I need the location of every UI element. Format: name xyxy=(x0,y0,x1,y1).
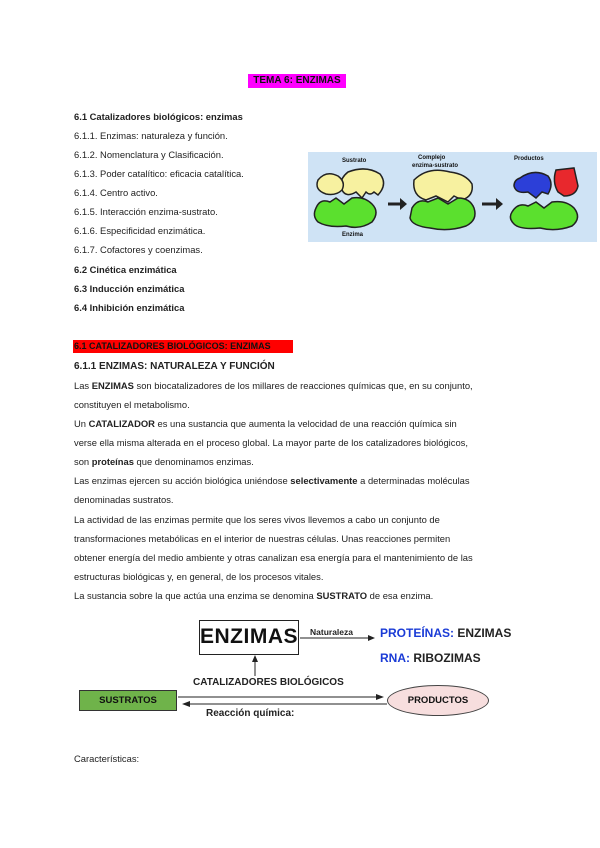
toc-item: 6.1.3. Poder catalítico: eficacia catalítica. xyxy=(74,168,244,179)
section-heading: 6.1 CATALIZADORES BIOLÓGICOS: ENZIMAS xyxy=(73,340,293,353)
toc-item: 6.1.7. Cofactores y coenzimas. xyxy=(74,244,203,255)
paragraph-line: Las ENZIMAS son biocatalizadores de los millares de reacciones químicas que, en su conjunto, xyxy=(74,380,473,391)
label-enzima: Enzima xyxy=(342,232,364,238)
sustratos-box: SUSTRATOS xyxy=(79,690,177,711)
paragraph-line: La sustancia sobre la que actúa una enzima se denomina SUSTRATO de esa enzima. xyxy=(74,590,434,601)
toc-section-6-2: 6.2 Cinética enzimática xyxy=(74,264,177,275)
toc-section-6-1: 6.1 Catalizadores biológicos: enzimas xyxy=(74,111,243,122)
paragraph-line: transformaciones metabólicas en el interior de nuestras células. Unas reacciones permiten xyxy=(74,533,451,544)
paragraph-line: verse ella misma alterada en el proceso global. La mayor parte de los catalizadores biológicos, xyxy=(74,437,468,448)
toc-item: 6.1.2. Nomenclatura y Clasificación. xyxy=(74,149,224,160)
paragraph-line: Las enzimas ejercen su acción biológica uniéndose selectivamente a determinadas moléculas xyxy=(74,475,470,486)
toc-section-6-3: 6.3 Inducción enzimática xyxy=(74,283,185,294)
label-productos: Productos xyxy=(514,156,544,162)
paragraph-line: son proteínas que denominamos enzimas. xyxy=(74,456,254,467)
label-sustrato: Sustrato xyxy=(342,158,367,164)
caracteristicas-label: Características: xyxy=(74,753,140,764)
reaccion-label: Reacción química: xyxy=(206,708,295,719)
toc-section-6-4: 6.4 Inhibición enzimática xyxy=(74,302,185,313)
paragraph-line: La actividad de las enzimas permite que los seres vivos llevemos a cabo un conjunto de xyxy=(74,514,440,525)
enzimas-box: ENZIMAS xyxy=(199,620,299,655)
paragraph-line: Un CATALIZADOR es una sustancia que aumenta la velocidad de una reacción química sin xyxy=(74,418,457,429)
toc-item: 6.1.1. Enzimas: naturaleza y función. xyxy=(74,130,228,141)
subheading: 6.1.1 ENZIMAS: NATURALEZA Y FUNCIÓN xyxy=(74,361,275,372)
label-complejo-2: enzima-sustrato xyxy=(412,163,459,169)
catalizadores-label: CATALIZADORES BIOLÓGICOS xyxy=(193,677,344,688)
productos-ellipse: PRODUCTOS xyxy=(387,685,489,716)
paragraph-line: denominadas sustratos. xyxy=(74,494,174,505)
toc-item: 6.1.4. Centro activo. xyxy=(74,187,158,198)
proteinas-line: PROTEÍNAS: ENZIMAS xyxy=(380,626,512,640)
paragraph-line: estructuras biológicas y, en general, de los procesos vitales. xyxy=(74,571,324,582)
rna-line: RNA: RIBOZIMAS xyxy=(380,651,481,665)
toc-item: 6.1.5. Interacción enzima-sustrato. xyxy=(74,206,218,217)
paragraph-line: obtener energía del medio ambiente y otras canalizan esa energía para el mantenimiento de las xyxy=(74,552,473,563)
toc-item: 6.1.6. Especificidad enzimática. xyxy=(74,225,206,236)
page-title: TEMA 6: ENZIMAS xyxy=(248,74,346,88)
naturaleza-label: Naturaleza xyxy=(310,627,353,637)
paragraph-line: constituyen el metabolismo. xyxy=(74,399,190,410)
label-complejo: Complejo xyxy=(418,155,446,161)
